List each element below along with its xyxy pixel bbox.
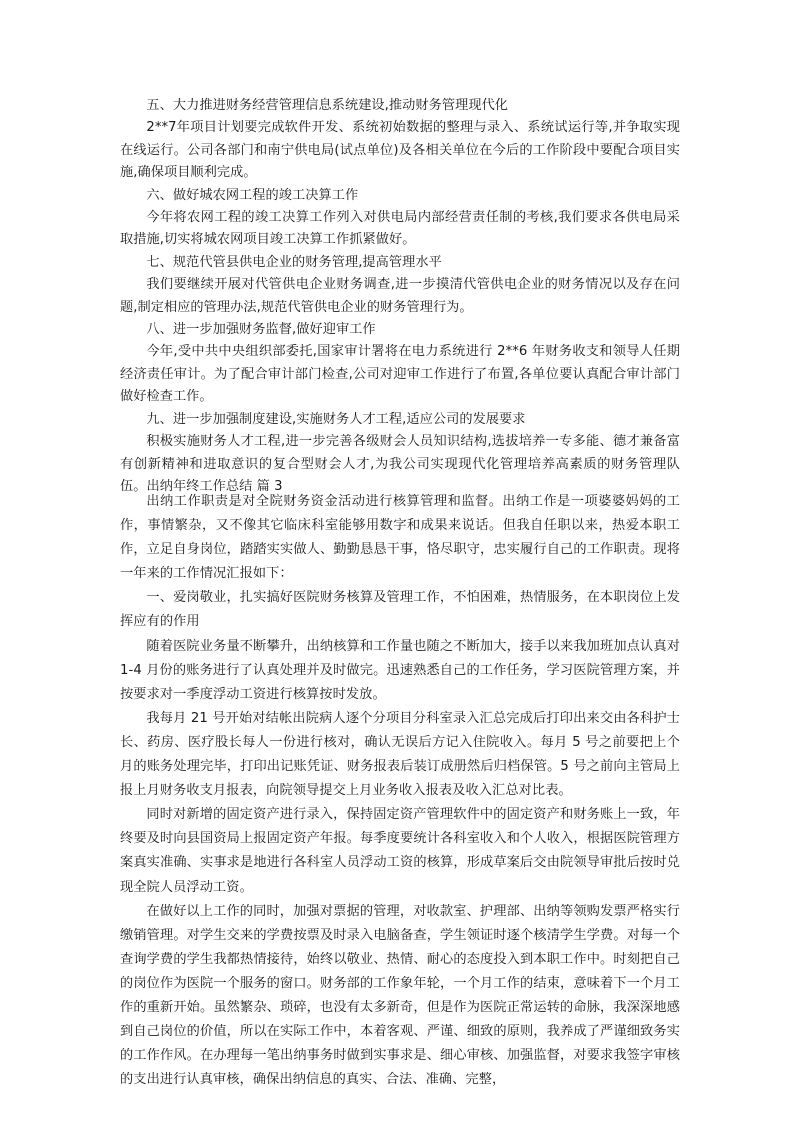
paragraph: 今年将农网工程的竣工决算工作列入对供电局内部经营责任制的考核,我们要求各供电局采取措施,切实将城农网项目竣工决算工作抓紧做好。	[120, 210, 680, 248]
heading-8: 八、进一步加强财务监督,做好迎审工作	[146, 322, 376, 338]
section-cashier-summary	[120, 490, 680, 1092]
heading-9: 九、进一步加强制度建设,实施财务人才工程,适应公司的发展要求	[146, 411, 526, 427]
paragraph: 在做好以上工作的同时，加强对票据的管理，对收款室、护理部、出纳等领购发票严格实行缴销管理。对学生交来的学费按票及时录入电脑备查，学生领证时逐个核清学生学费。对每一个查询学费的学生我都热情接待，始终以敬业、热情、耐心的态度投入到本职工作中。时刻把自己的岗位作为医院一个服务的窗口。财务部的工作象年轮，一个月工作的结束，意味着下一个月工作的重新开始。虽然繁杂、琐碎，也没有太多新奇，但是作为医院正常运转的命脉，我深深地感到自己岗位的价值，所以在实际工作中，本着客观、严谨、细致的原则，我养成了严谨细致务实的工作作风。在办理每一笔出纳事务时做到实事求是、细心审核、加强监督，对要求我签字审核的支出进行认真审核，确保出纳信息的真实、合法、准确、完整，	[120, 903, 680, 1088]
heading-7: 七、规范代管县供电企业的财务管理,提高管理水平	[146, 254, 442, 270]
paragraph: 今年,受中共中央组织部委托,国家审计署将在电力系统进行 2**6 年财务收支和领导人任期经济责任审计。为了配合审计部门检查,公司对迎审工作进行了布置,各单位要认真配合审计部门做好检查工作。	[120, 344, 680, 405]
section-financial-plan	[120, 95, 680, 498]
heading-5: 五、大力推进财务经营管理信息系统建设,推动财务管理现代化	[146, 98, 509, 113]
paragraph: 出纳工作职责是对全院财务资金活动进行核算管理和监督。出纳工作是一项婆婆妈妈的工作，事情繁杂，又不像其它临床科室能够用数字和成果来说话。但我自任职以来，热爱本职工作，立足自身岗位，踏踏实实做人、勤勤恳恳干事，恪尽职守，忠实履行自己的工作职责。现将一年来的工作情况汇报如下：	[120, 494, 680, 582]
heading-6: 六、做好城农网工程的竣工决算工作	[146, 187, 359, 203]
paragraph: 随着医院业务量不断攀升，出纳核算和工作量也随之不断加大，接手以来我加班加点认真对 1-4 月份的账务进行了认真处理并及时做完。迅速熟悉自己的工作任务，学习医院管理方案，并按要求对一季度浮动工资进行核算按时发放。	[120, 638, 680, 702]
paragraph: 积极实施财务人才工程,进一步完善各级财会人员知识结构,选拔培养一专多能、德才兼备富有创新精神和进取意识的复合型财会人才,为我公司实现现代化管理培养高素质的财务管理队伍。出纳年终工作总结 篇 3	[120, 434, 680, 494]
heading-1: 一、爱岗敬业，扎实搞好医院财务核算及管理工作，不怕困难，热情服务，在本职岗位上发挥应有的作用	[120, 590, 680, 630]
paragraph: 我们要继续开展对代管供电企业财务调查,进一步摸清代管供电企业的财务情况以及存在问题,制定相应的管理办法,规范代管供电企业的财务管理行为。	[120, 277, 680, 315]
paragraph: 同时对新增的固定资产进行录入，保持固定资产管理软件中的固定资产和财务账上一致，年终要及时向县国资局上报固定资产年报。每季度要统计各科室收入和个人收入，根据医院管理方案真实准确、实事求是地进行各科室人员浮动工资的核算，形成草案后交由院领导审批后按时兑现全院人员浮动工资。	[120, 807, 680, 895]
paragraph: 2**7年项目计划要完成软件开发、系统初始数据的整理与录入、系统试运行等,并争取实现在线运行。公司各部门和南宁供电局(试点单位)及各相关单位在今后的工作阶段中要配合项目实施,确保项目顺利完成。	[120, 120, 680, 181]
paragraph: 我每月 21 号开始对结帐出院病人逐个分项目分科室录入汇总完成后打印出来交由各科护士长、药房、医疗股长每人一份进行核对，确认无误后方记入住院收入。每月 5 号之前要把上个月的账务处理完毕，打印出记账凭证、财务报表后装订成册然后归档保管。5 号之前向主管局上报上月财务收支月报表，向院领导提交上月业务收入报表及收入汇总对比表。	[120, 710, 680, 799]
